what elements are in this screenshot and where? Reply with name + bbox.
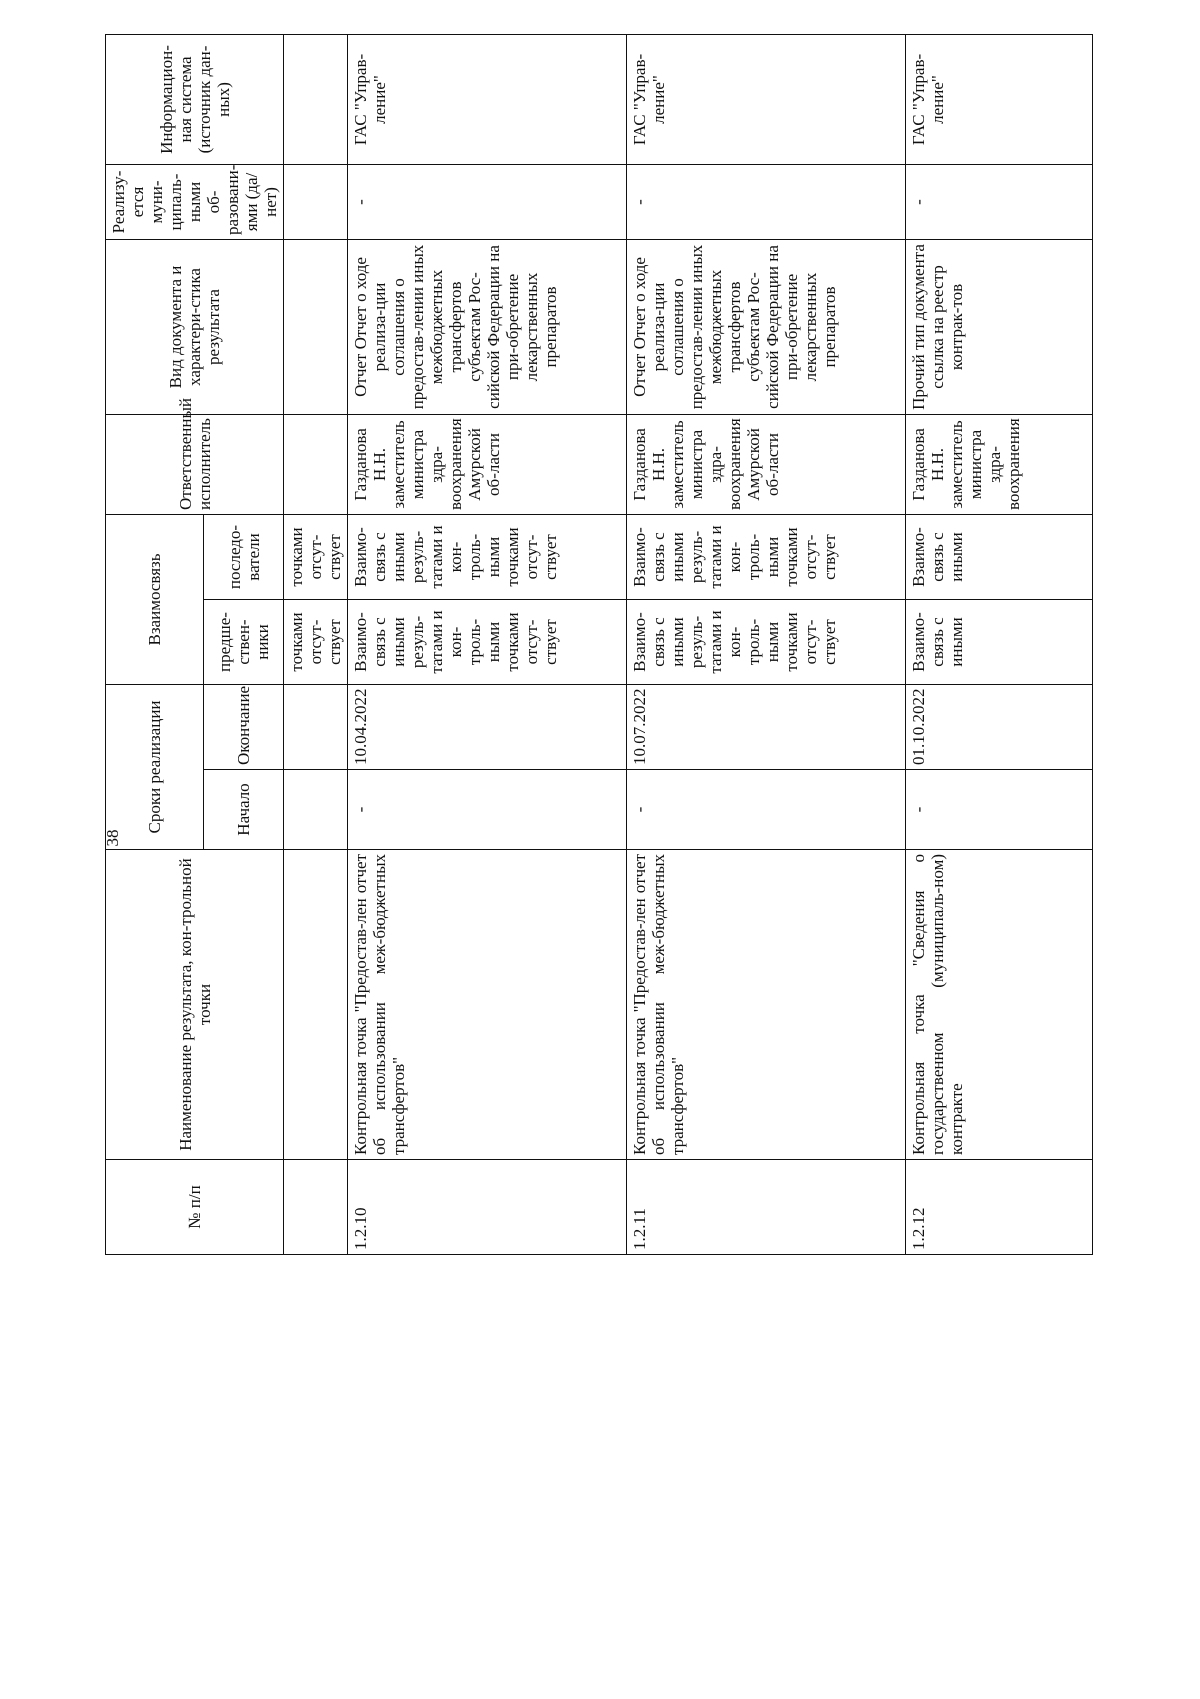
table-cell (284, 1160, 348, 1255)
end-date: 10.07.2022 (627, 685, 906, 770)
table-cell (284, 850, 348, 1160)
predecessors-cell (906, 600, 1093, 685)
start-date (906, 770, 1093, 850)
header-num: № п/п (106, 1160, 284, 1255)
document-text: Прочий тип документа ссылка на реестр контрак-тов (909, 244, 966, 410)
successors-cell: Взаимо-связь с иными резуль-татами и кон-троль-ными точками отсут-ствует (627, 514, 906, 599)
document-cell: Отчет Отчет о ходе реализа-ции соглашения о предостав-лении иных межбюджетных трансфертов субъектам Рос-сийской Федерации на при-обретение лекарственных препаратов (627, 239, 906, 414)
table-cell (284, 239, 348, 414)
header-row-1 (106, 34, 204, 1254)
table-cell (284, 414, 348, 514)
successors-text: Взаимо-связь с иными (909, 527, 966, 587)
header-link: Взаимосвязь (106, 514, 204, 684)
header-document: Вид документа и характери-стика результата (106, 239, 284, 414)
responsible-cell: Газданова Н.Н. заместитель министра здра-воохранения Амурской об-ласти (627, 414, 906, 514)
table-cell (284, 164, 348, 239)
responsible-text: Газданова Н.Н. заместитель министра здра-воохранения (909, 418, 1023, 510)
row-number: 1.2.10 (348, 1160, 627, 1255)
info-system-text: ГАС "Управ-ление" (909, 53, 947, 146)
predecessors-cell: Взаимо-связь с иными резуль-татами и кон-троль-ными точками отсут-ствует (627, 600, 906, 685)
municipal-text: - (909, 199, 928, 205)
start-date: - (348, 770, 627, 850)
start-date-text: - (909, 806, 928, 813)
control-points-table (105, 34, 1093, 1255)
result-name: Контрольная точка "Предостав-лен отчет об использовании меж-бюджетных трансфертов" (627, 850, 906, 1160)
start-date: - (627, 770, 906, 850)
predecessors-cell: Взаимо-связь с иными резуль-татами и кон-троль-ными точками отсут-ствует (348, 600, 627, 685)
municipal-cell: - (348, 164, 627, 239)
municipal-cell (906, 164, 1093, 239)
document-cell: Отчет Отчет о ходе реализа-ции соглашения о предостав-лении иных межбюджетных трансфертов субъектам Рос-сийской Федерации на при-обретение лекарственных препаратов (348, 239, 627, 414)
header-start: Начало (204, 770, 284, 850)
predecessors-cell: точками отсут-ствует (284, 600, 348, 685)
responsible-cell (906, 414, 1093, 514)
header-name: Наименование результата, кон-трольной точки (106, 850, 284, 1160)
info-system-cell: ГАС "Управ-ление" (627, 34, 906, 164)
header-responsible: Ответственный исполнитель (106, 414, 284, 514)
rotated-table-sheet (105, 35, 1166, 1255)
header-successors: последо-ватели (204, 514, 284, 599)
table-row (906, 34, 1093, 1254)
result-name: Контрольная точка "Предостав-лен отчет об использовании меж-бюджетных трансфертов" (348, 850, 627, 1160)
table-cell (284, 34, 348, 164)
header-municipal: Реализу-ется муни-ципаль-ными об-разовани-ями (да/нет) (106, 164, 284, 239)
table-row (348, 34, 627, 1254)
row-number-text: 1.2.12 (909, 1207, 928, 1250)
successors-cell (906, 514, 1093, 599)
document-cell (906, 239, 1093, 414)
predecessors-text: Взаимо-связь с иными (909, 612, 966, 672)
continuation-row (284, 34, 348, 1254)
info-system-cell (906, 34, 1093, 164)
successors-cell: точками отсут-ствует (284, 514, 348, 599)
info-system-cell: ГАС "Управ-ление" (348, 34, 627, 164)
header-end: Окончание (204, 685, 284, 770)
table-cell (284, 770, 348, 850)
header-predecessors: предше-ствен-ники (204, 600, 284, 685)
rotation-wrapper (105, 35, 1166, 1255)
municipal-cell: - (627, 164, 906, 239)
end-date: 10.04.2022 (348, 685, 627, 770)
successors-cell: Взаимо-связь с иными резуль-татами и кон-троль-ными точками отсут-ствует (348, 514, 627, 599)
result-name-text: Контрольная точка "Сведения о государственном (муниципаль-ном) контракте (909, 854, 966, 1155)
end-date (906, 685, 1093, 770)
end-date-text: 01.10.2022 (909, 688, 928, 765)
row-number: 1.2.11 (627, 1160, 906, 1255)
page-number: 38 (103, 829, 122, 847)
responsible-cell: Газданова Н.Н. заместитель министра здра-воохранения Амурской об-ласти (348, 414, 627, 514)
header-dates: Сроки реализации (106, 685, 204, 850)
table-row (627, 34, 906, 1254)
table-cell (284, 685, 348, 770)
row-number (906, 1160, 1093, 1255)
header-info-system: Информацион-ная система (источник дан-ных) (106, 34, 284, 164)
result-name (906, 850, 1093, 1160)
